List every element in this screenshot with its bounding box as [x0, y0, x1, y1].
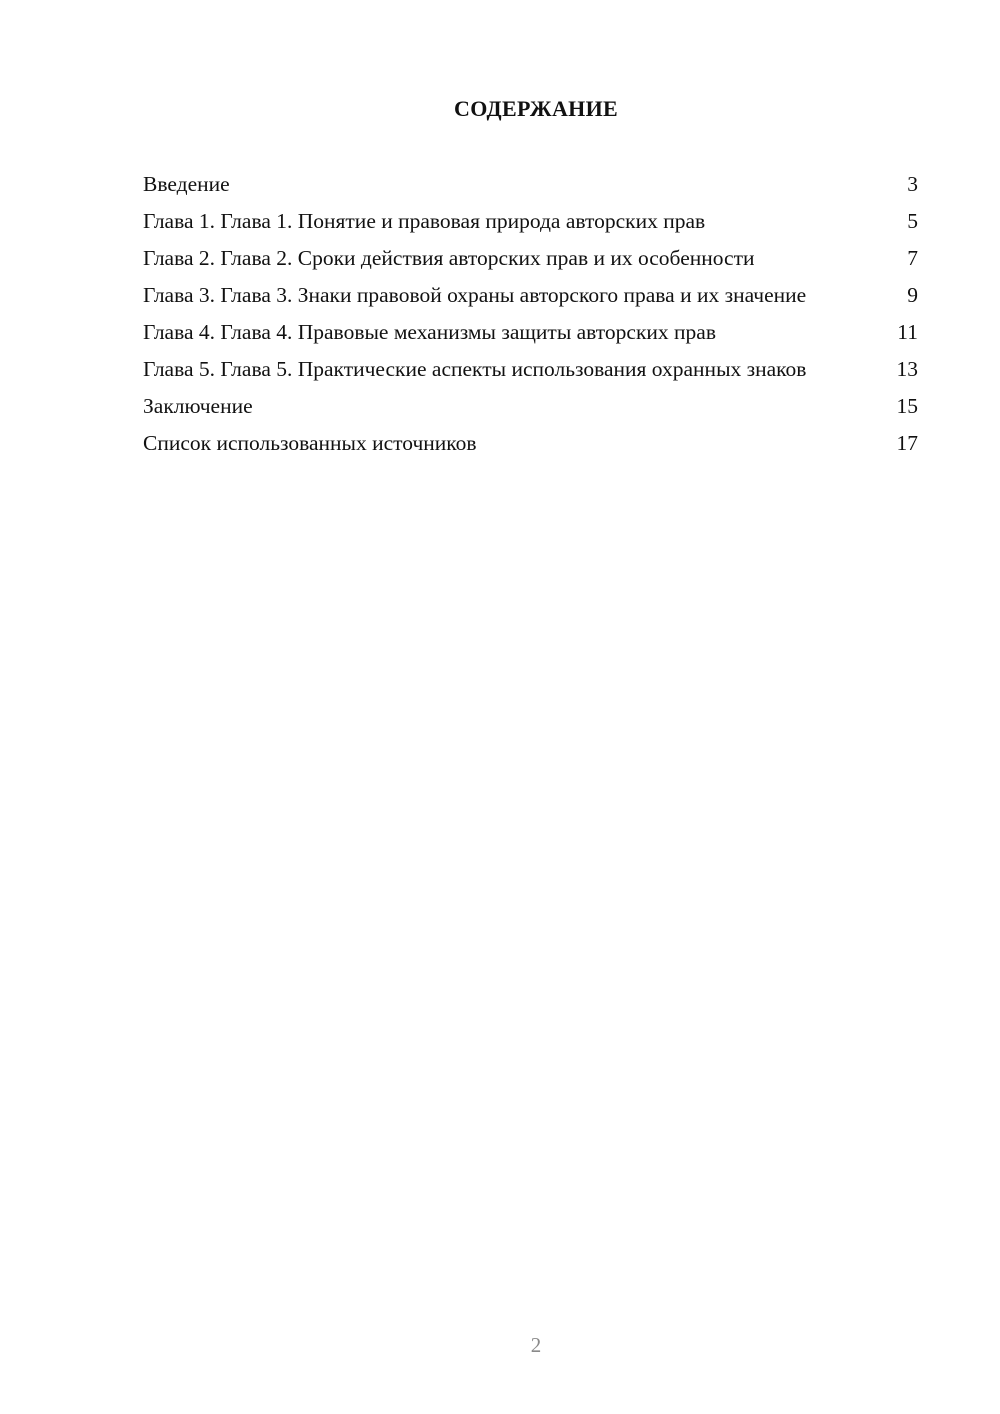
toc-item-label: Заключение [143, 394, 253, 418]
page-number: 2 [530, 1333, 542, 1357]
toc-item-chapter-2[interactable] [143, 245, 918, 271]
toc-title: СОДЕРЖАНИЕ [454, 96, 618, 121]
toc-item-label: Введение [143, 172, 230, 196]
toc-item-label: Глава 3. Глава 3. Знаки правовой охраны авторского права и их значение [143, 283, 807, 307]
toc-item-page: 9 [907, 283, 918, 307]
toc-item-chapter-1[interactable] [143, 208, 918, 234]
toc-item-label: Глава 5. Глава 5. Практические аспекты использования охранных знаков [143, 357, 807, 381]
toc-item-label: Список использованных источников [143, 431, 477, 455]
toc-item-page: 15 [896, 394, 918, 418]
toc-item-introduction[interactable] [143, 171, 918, 197]
table-of-contents [143, 171, 918, 467]
toc-item-chapter-4[interactable] [143, 319, 918, 345]
toc-item-references[interactable] [143, 430, 918, 456]
toc-item-page: 17 [896, 431, 918, 455]
toc-item-label: Глава 4. Глава 4. Правовые механизмы защиты авторских прав [143, 320, 716, 344]
toc-item-page: 11 [897, 320, 918, 344]
toc-item-label: Глава 2. Глава 2. Сроки действия авторских прав и их особенности [143, 246, 755, 270]
toc-item-label: Глава 1. Глава 1. Понятие и правовая природа авторских прав [143, 209, 706, 233]
toc-item-chapter-5[interactable] [143, 356, 918, 382]
toc-item-page: 3 [907, 172, 918, 196]
toc-item-chapter-3[interactable] [143, 282, 918, 308]
toc-item-page: 5 [907, 209, 918, 233]
toc-item-conclusion[interactable] [143, 393, 918, 419]
toc-item-page: 13 [896, 357, 918, 381]
toc-item-page: 7 [907, 246, 918, 270]
